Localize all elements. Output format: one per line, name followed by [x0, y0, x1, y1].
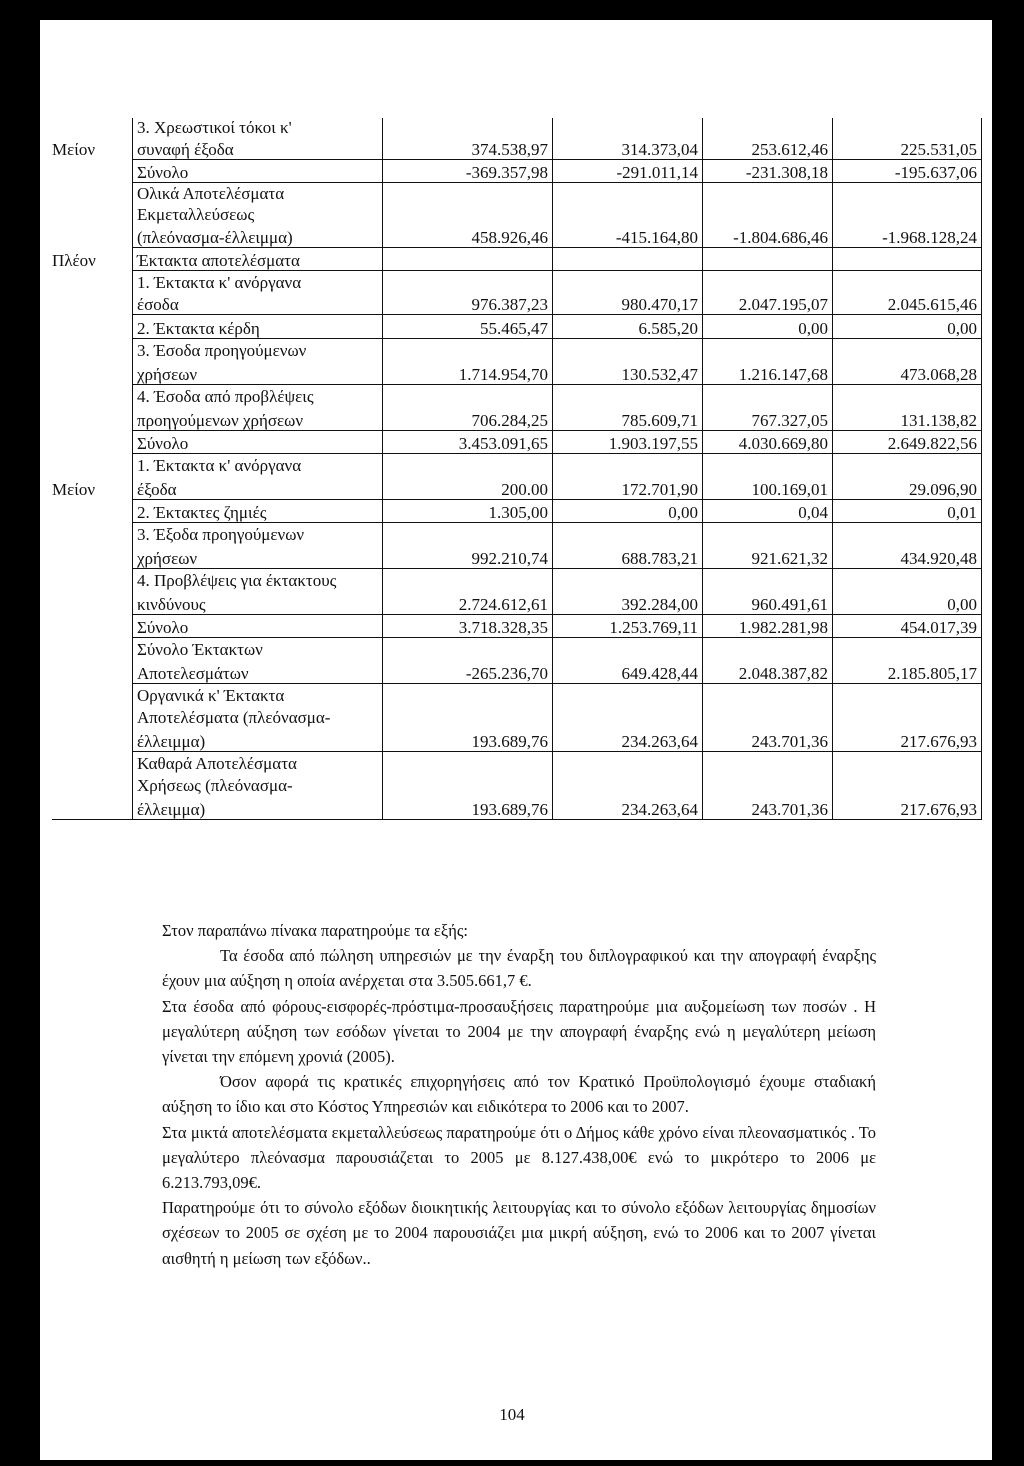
- value-cell: [552, 271, 702, 293]
- value-cell: [832, 752, 982, 774]
- value-cell: 2.047.195,07: [702, 293, 832, 315]
- value-cell: 243.701,36: [702, 796, 832, 820]
- value-cell: [552, 523, 702, 545]
- page-number: 104: [499, 1405, 525, 1424]
- value-cell: [382, 569, 552, 591]
- row-label: έλλειμμα): [132, 796, 382, 820]
- value-cell: [702, 118, 832, 138]
- row-side-label: [52, 407, 132, 431]
- value-cell: [832, 118, 982, 138]
- row-label: Αποτελέσματα (πλεόνασμα-: [132, 706, 382, 728]
- value-cell: 243.701,36: [702, 728, 832, 752]
- row-label: 3. Χρεωστικοί τόκοι κ': [132, 118, 382, 138]
- row-label: Εκμεταλλεύσεως: [132, 204, 382, 225]
- value-cell: 0,04: [702, 500, 832, 523]
- table-row: [52, 271, 982, 293]
- row-label: 3. Έξοδα προηγούμενων: [132, 523, 382, 545]
- value-cell: [702, 774, 832, 796]
- value-cell: [832, 204, 982, 225]
- value-cell: [552, 752, 702, 774]
- value-cell: [832, 684, 982, 706]
- table-row: [52, 361, 982, 385]
- row-side-label: Πλέον: [52, 251, 96, 270]
- value-cell: [552, 339, 702, 361]
- row-label: Καθαρά Αποτελέσματα: [132, 752, 382, 774]
- row-label: έσοδα: [132, 293, 382, 315]
- value-cell: 130.532,47: [552, 361, 702, 385]
- table-row: [52, 118, 982, 138]
- value-cell: 217.676,93: [832, 796, 982, 820]
- row-label: 2. Έκτακτες ζημιές: [132, 500, 382, 523]
- table-row: [52, 752, 982, 774]
- row-side-label: [52, 454, 132, 476]
- value-cell: [702, 684, 832, 706]
- value-cell: [382, 454, 552, 476]
- value-cell: [832, 454, 982, 476]
- row-label: Έκτακτα αποτελέσματα: [132, 248, 382, 271]
- value-cell: [702, 271, 832, 293]
- table-row: [52, 183, 982, 204]
- value-cell: 3.718.328,35: [382, 615, 552, 638]
- table-row: [52, 638, 982, 660]
- value-cell: 976.387,23: [382, 293, 552, 315]
- row-label: Αποτελεσμάτων: [132, 660, 382, 684]
- value-cell: [702, 248, 832, 271]
- table-row: [52, 728, 982, 752]
- value-cell: 0,01: [832, 500, 982, 523]
- table-row: [52, 476, 982, 500]
- row-side-label: [52, 271, 132, 293]
- value-cell: 0,00: [552, 500, 702, 523]
- row-side-label: [52, 684, 132, 706]
- value-cell: [382, 248, 552, 271]
- table-row: [52, 339, 982, 361]
- value-cell: [702, 638, 832, 660]
- value-cell: [552, 684, 702, 706]
- value-cell: [702, 706, 832, 728]
- value-cell: [382, 118, 552, 138]
- row-label: 1. Έκτακτα κ' ανόργανα: [132, 271, 382, 293]
- table-row: [52, 545, 982, 569]
- value-cell: 688.783,21: [552, 545, 702, 569]
- value-cell: [382, 204, 552, 225]
- value-cell: [832, 248, 982, 271]
- value-cell: [832, 523, 982, 545]
- value-cell: [382, 706, 552, 728]
- value-cell: [552, 118, 702, 138]
- table-row: [52, 660, 982, 684]
- table-row: [52, 454, 982, 476]
- table-row: [52, 523, 982, 545]
- value-cell: 193.689,76: [382, 796, 552, 820]
- value-cell: 234.263,64: [552, 728, 702, 752]
- row-label: χρήσεων: [132, 361, 382, 385]
- value-cell: [382, 684, 552, 706]
- row-label: (πλεόνασμα-έλλειμμα): [132, 225, 382, 248]
- paragraph: Στα έσοδα από φόρους-εισφορές-πρόστιμα-προσαυξήσεις παρατηρούμε μια αυξομείωση των ποσών . Η μεγαλύτερη αύξηση των εσόδων γίνεται το 2004 με την απογραφή έναρξης ενώ η μεγαλύτερη μείωση γίνεται την επόμενη χρονιά (2005).: [162, 996, 876, 1067]
- value-cell: 225.531,05: [832, 138, 982, 160]
- value-cell: [832, 706, 982, 728]
- value-cell: 1.216.147,68: [702, 361, 832, 385]
- value-cell: 314.373,04: [552, 138, 702, 160]
- value-cell: [382, 752, 552, 774]
- row-side-label: [52, 118, 132, 138]
- value-cell: [702, 569, 832, 591]
- value-cell: -1.804.686,46: [702, 225, 832, 248]
- value-cell: 234.263,64: [552, 796, 702, 820]
- table-row: [52, 385, 982, 407]
- row-label: Οργανικά κ' Έκτακτα: [132, 684, 382, 706]
- row-side-label: [52, 500, 132, 523]
- table-row: [52, 615, 982, 638]
- value-cell: 2.045.615,46: [832, 293, 982, 315]
- table-row: [52, 500, 982, 523]
- value-cell: 960.491,61: [702, 591, 832, 615]
- value-cell: 473.068,28: [832, 361, 982, 385]
- value-cell: -415.164,80: [552, 225, 702, 248]
- value-cell: 649.428,44: [552, 660, 702, 684]
- value-cell: 200.00: [382, 476, 552, 500]
- value-cell: [382, 523, 552, 545]
- value-cell: 992.210,74: [382, 545, 552, 569]
- value-cell: [552, 248, 702, 271]
- value-cell: [552, 638, 702, 660]
- value-cell: [552, 569, 702, 591]
- value-cell: 0,00: [832, 591, 982, 615]
- value-cell: -265.236,70: [382, 660, 552, 684]
- row-side-label: [52, 638, 132, 660]
- value-cell: [382, 183, 552, 204]
- value-cell: 0,00: [832, 315, 982, 339]
- row-label: 3. Έσοδα προηγούμενων: [132, 339, 382, 361]
- paragraph: Όσον αφορά τις κρατικές επιχορηγήσεις από τον Κρατικό Προϋπολογισμό έχουμε σταδιακή αύξηση το ίδιο και στο Κόστος Υπηρεσιών και ειδικότερα το 2006 και το 2007.: [162, 1072, 876, 1117]
- value-cell: 2.048.387,82: [702, 660, 832, 684]
- value-cell: [382, 385, 552, 407]
- value-cell: 172.701,90: [552, 476, 702, 500]
- row-side-label: [52, 774, 132, 796]
- row-label: συναφή έξοδα: [132, 138, 382, 160]
- value-cell: [552, 385, 702, 407]
- row-label: 4. Έσοδα από προβλέψεις: [132, 385, 382, 407]
- value-cell: 1.714.954,70: [382, 361, 552, 385]
- value-cell: [382, 339, 552, 361]
- table-row: [52, 774, 982, 796]
- row-side-label: [52, 523, 132, 545]
- row-side-label: [52, 204, 132, 225]
- value-cell: -291.011,14: [552, 160, 702, 183]
- value-cell: [832, 271, 982, 293]
- row-side-label: [52, 431, 132, 454]
- value-cell: [832, 774, 982, 796]
- value-cell: [702, 339, 832, 361]
- value-cell: [702, 204, 832, 225]
- row-side-label: [52, 591, 132, 615]
- value-cell: [702, 454, 832, 476]
- table-row: [52, 204, 982, 225]
- row-side-label: [52, 615, 132, 638]
- row-label: 1. Έκτακτα κ' ανόργανα: [132, 454, 382, 476]
- row-label: Χρήσεως (πλεόνασμα-: [132, 774, 382, 796]
- row-side-label: [52, 660, 132, 684]
- value-cell: 6.585,20: [552, 315, 702, 339]
- value-cell: 458.926,46: [382, 225, 552, 248]
- row-side-label: [52, 728, 132, 752]
- value-cell: 767.327,05: [702, 407, 832, 431]
- row-side-label: [52, 796, 132, 820]
- value-cell: 706.284,25: [382, 407, 552, 431]
- value-cell: 374.538,97: [382, 138, 552, 160]
- row-side-label: [52, 339, 132, 361]
- value-cell: 253.612,46: [702, 138, 832, 160]
- value-cell: [832, 183, 982, 204]
- row-label: 4. Προβλέψεις για έκτακτους: [132, 569, 382, 591]
- value-cell: 217.676,93: [832, 728, 982, 752]
- value-cell: 921.621,32: [702, 545, 832, 569]
- row-label: Σύνολο Έκτακτων: [132, 638, 382, 660]
- value-cell: 2.649.822,56: [832, 431, 982, 454]
- commentary-text: [162, 918, 876, 1271]
- value-cell: [552, 706, 702, 728]
- value-cell: -195.637,06: [832, 160, 982, 183]
- value-cell: 1.982.281,98: [702, 615, 832, 638]
- value-cell: 55.465,47: [382, 315, 552, 339]
- value-cell: 434.920,48: [832, 545, 982, 569]
- value-cell: [702, 183, 832, 204]
- value-cell: [702, 523, 832, 545]
- row-side-label: [52, 225, 132, 248]
- value-cell: 1.253.769,11: [552, 615, 702, 638]
- row-label: χρήσεων: [132, 545, 382, 569]
- row-side-label: Μείον: [52, 480, 96, 499]
- table-row: [52, 248, 982, 271]
- row-divider: [52, 819, 982, 820]
- paragraph: Παρατηρούμε ότι το σύνολο εξόδων διοικητικής λειτουργίας και το σύνολο εξόδων λειτουργίας δημοσίων σχέσεων το 2005 σε σχέση με το 2004 παρουσιάζει μια μικρή αύξηση, ενώ το 2006 και το 2007 γίνεται αισθητή η μείωση των εξόδων..: [162, 1198, 876, 1268]
- value-cell: 2.185.805,17: [832, 660, 982, 684]
- row-label: Σύνολο: [132, 431, 382, 454]
- table-row: [52, 407, 982, 431]
- table-row: [52, 225, 982, 248]
- value-cell: 1.903.197,55: [552, 431, 702, 454]
- value-cell: 980.470,17: [552, 293, 702, 315]
- table-row: [52, 591, 982, 615]
- table-row: [52, 160, 982, 183]
- row-label: κινδύνους: [132, 591, 382, 615]
- value-cell: 29.096,90: [832, 476, 982, 500]
- row-side-label: Μείον: [52, 140, 96, 159]
- value-cell: [382, 774, 552, 796]
- value-cell: [552, 183, 702, 204]
- row-label: Σύνολο: [132, 160, 382, 183]
- value-cell: 785.609,71: [552, 407, 702, 431]
- value-cell: [702, 385, 832, 407]
- value-cell: 2.724.612,61: [382, 591, 552, 615]
- table-row: [52, 569, 982, 591]
- value-cell: [552, 454, 702, 476]
- row-side-label: [52, 160, 132, 183]
- row-label: έξοδα: [132, 476, 382, 500]
- table-row: [52, 315, 982, 339]
- value-cell: -369.357,98: [382, 160, 552, 183]
- row-label: Ολικά Αποτελέσματα: [132, 183, 382, 204]
- table-row: [52, 796, 982, 820]
- table-row: [52, 431, 982, 454]
- value-cell: 4.030.669,80: [702, 431, 832, 454]
- value-cell: -1.968.128,24: [832, 225, 982, 248]
- value-cell: [382, 271, 552, 293]
- row-side-label: [52, 569, 132, 591]
- row-label: 2. Έκτακτα κέρδη: [132, 315, 382, 339]
- value-cell: -231.308,18: [702, 160, 832, 183]
- financial-results-table: [52, 118, 982, 820]
- value-cell: [702, 752, 832, 774]
- value-cell: [552, 774, 702, 796]
- table-row: [52, 706, 982, 728]
- row-side-label: [52, 706, 132, 728]
- value-cell: 100.169,01: [702, 476, 832, 500]
- value-cell: 0,00: [702, 315, 832, 339]
- value-cell: [382, 638, 552, 660]
- table-row: [52, 293, 982, 315]
- row-side-label: [52, 752, 132, 774]
- paragraph: Στον παραπάνω πίνακα παρατηρούμε τα εξής:: [162, 921, 468, 940]
- row-label: έλλειμμα): [132, 728, 382, 752]
- value-cell: [832, 638, 982, 660]
- row-label: Σύνολο: [132, 615, 382, 638]
- row-side-label: [52, 385, 132, 407]
- value-cell: [832, 339, 982, 361]
- value-cell: 3.453.091,65: [382, 431, 552, 454]
- value-cell: 392.284,00: [552, 591, 702, 615]
- row-side-label: [52, 361, 132, 385]
- value-cell: [832, 569, 982, 591]
- row-label: προηγούμενων χρήσεων: [132, 407, 382, 431]
- paragraph: Στα μικτά αποτελέσματα εκμεταλλεύσεως παρατηρούμε ότι ο Δήμος κάθε χρόνο είναι πλεονασματικός . Το μεγαλύτερο πλεόνασμα παρουσιάζεται το 2005 με 8.127.438,00€ ενώ το μικρότερο το 2006 με 6.213.793,09€.: [162, 1122, 876, 1193]
- row-side-label: [52, 183, 132, 204]
- value-cell: [832, 385, 982, 407]
- value-cell: 1.305,00: [382, 500, 552, 523]
- row-side-label: [52, 293, 132, 315]
- row-side-label: [52, 545, 132, 569]
- table-row: [52, 138, 982, 160]
- value-cell: 131.138,82: [832, 407, 982, 431]
- row-side-label: [52, 315, 132, 339]
- value-cell: 454.017,39: [832, 615, 982, 638]
- value-cell: [552, 204, 702, 225]
- value-cell: 193.689,76: [382, 728, 552, 752]
- table-row: [52, 684, 982, 706]
- paragraph: Τα έσοδα από πώληση υπηρεσιών με την έναρξη του διπλογραφικού και την απογραφή έναρξης έχουν μια αύξηση η οποία ανέρχεται στα 3.505.661,7 €.: [162, 946, 876, 991]
